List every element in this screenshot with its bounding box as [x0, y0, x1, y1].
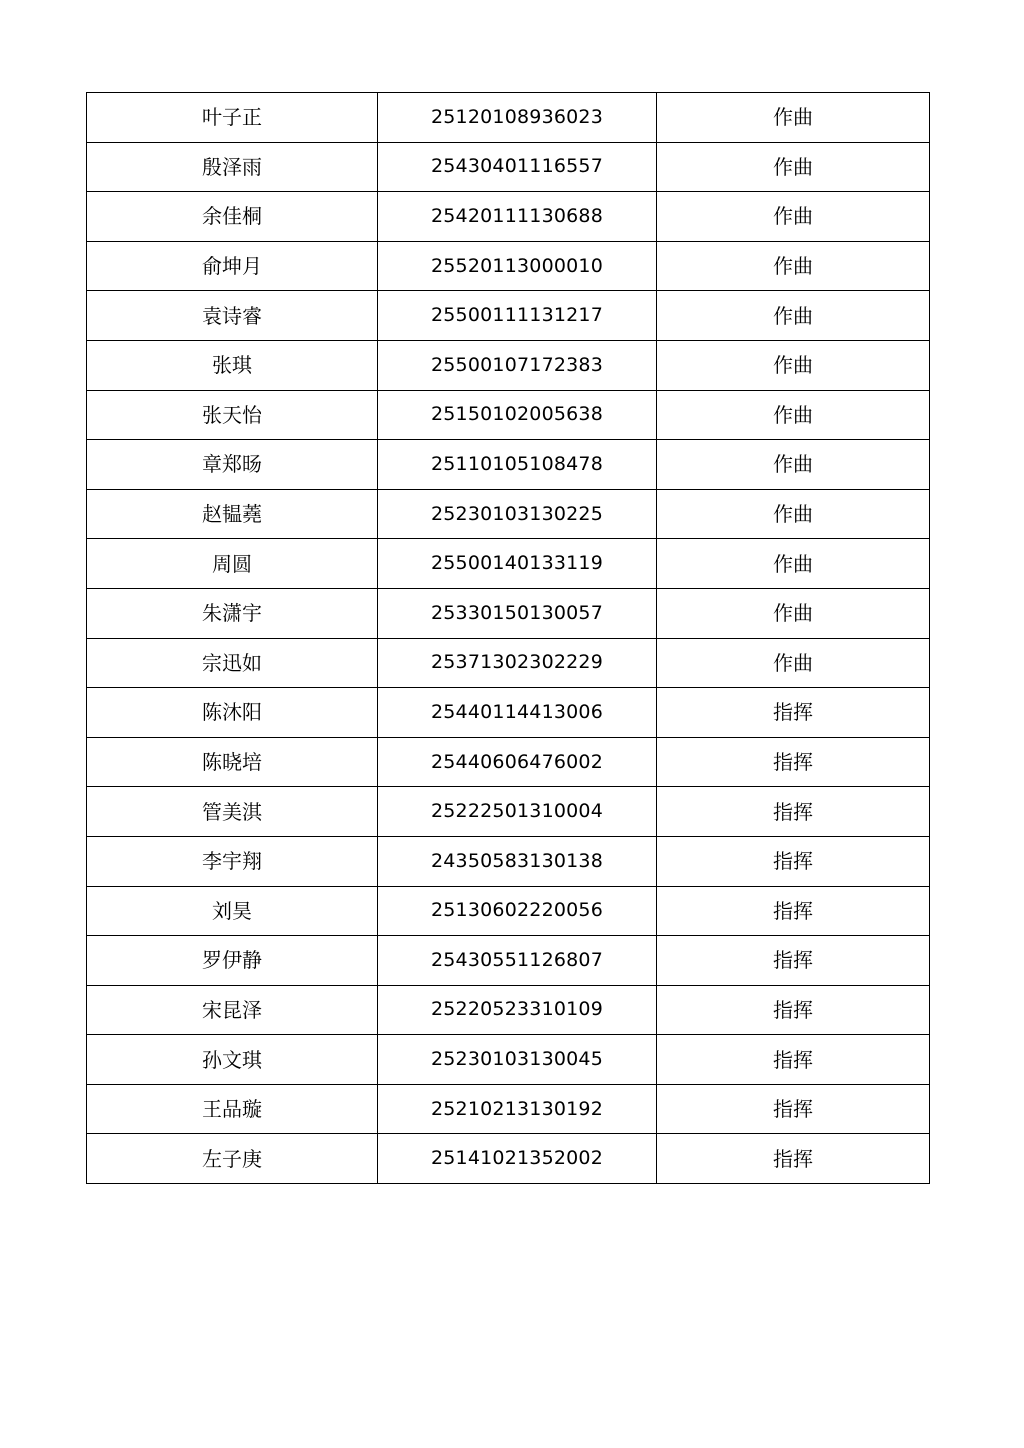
- exam-id-cell: 25500107172383: [378, 340, 657, 390]
- major-cell: 作曲: [657, 241, 930, 291]
- major-cell: 指挥: [657, 1084, 930, 1134]
- exam-id-cell: 25110105108478: [378, 440, 657, 490]
- table-row: [87, 142, 930, 192]
- exam-id-cell: 25230103130045: [378, 1035, 657, 1085]
- roster-table: [86, 92, 930, 1184]
- exam-id-cell: 25520113000010: [378, 241, 657, 291]
- table-row: [87, 1035, 930, 1085]
- table-row: [87, 737, 930, 787]
- name-cell: 管美淇: [87, 787, 378, 837]
- table-row: [87, 340, 930, 390]
- exam-id-cell: 25141021352002: [378, 1134, 657, 1184]
- major-cell: 作曲: [657, 192, 930, 242]
- exam-id-cell: 25230103130225: [378, 489, 657, 539]
- table-row: [87, 440, 930, 490]
- exam-id-cell: 25430551126807: [378, 936, 657, 986]
- table-row: [87, 291, 930, 341]
- table-row: [87, 886, 930, 936]
- table-row: [87, 93, 930, 143]
- name-cell: 孙文琪: [87, 1035, 378, 1085]
- exam-id-cell: 25330150130057: [378, 588, 657, 638]
- table-row: [87, 688, 930, 738]
- exam-id-cell: 25130602220056: [378, 886, 657, 936]
- name-cell: 章郑旸: [87, 440, 378, 490]
- exam-id-cell: 25222501310004: [378, 787, 657, 837]
- table-row: [87, 1084, 930, 1134]
- table-row: [87, 390, 930, 440]
- major-cell: 作曲: [657, 340, 930, 390]
- table-row: [87, 588, 930, 638]
- name-cell: 周圆: [87, 539, 378, 589]
- name-cell: 殷泽雨: [87, 142, 378, 192]
- major-cell: 指挥: [657, 688, 930, 738]
- major-cell: 作曲: [657, 142, 930, 192]
- table-row: [87, 638, 930, 688]
- table-row: [87, 985, 930, 1035]
- name-cell: 左子庚: [87, 1134, 378, 1184]
- name-cell: 赵韫蕘: [87, 489, 378, 539]
- major-cell: 指挥: [657, 886, 930, 936]
- exam-id-cell: 25440606476002: [378, 737, 657, 787]
- exam-id-cell: 25120108936023: [378, 93, 657, 143]
- major-cell: 作曲: [657, 93, 930, 143]
- table-row: [87, 489, 930, 539]
- major-cell: 作曲: [657, 390, 930, 440]
- major-cell: 指挥: [657, 1035, 930, 1085]
- roster-table-body: [87, 93, 930, 1184]
- exam-id-cell: 25210213130192: [378, 1084, 657, 1134]
- major-cell: 指挥: [657, 1134, 930, 1184]
- name-cell: 王品璇: [87, 1084, 378, 1134]
- major-cell: 指挥: [657, 936, 930, 986]
- exam-id-cell: 25150102005638: [378, 390, 657, 440]
- major-cell: 指挥: [657, 985, 930, 1035]
- name-cell: 余佳桐: [87, 192, 378, 242]
- major-cell: 作曲: [657, 291, 930, 341]
- exam-id-cell: 25430401116557: [378, 142, 657, 192]
- major-cell: 作曲: [657, 440, 930, 490]
- table-row: [87, 1134, 930, 1184]
- name-cell: 俞坤月: [87, 241, 378, 291]
- name-cell: 宗迅如: [87, 638, 378, 688]
- major-cell: 作曲: [657, 588, 930, 638]
- name-cell: 袁诗睿: [87, 291, 378, 341]
- name-cell: 叶子正: [87, 93, 378, 143]
- major-cell: 指挥: [657, 787, 930, 837]
- major-cell: 作曲: [657, 539, 930, 589]
- table-row: [87, 936, 930, 986]
- name-cell: 陈沐阳: [87, 688, 378, 738]
- exam-id-cell: 25440114413006: [378, 688, 657, 738]
- exam-id-cell: 24350583130138: [378, 836, 657, 886]
- table-row: [87, 192, 930, 242]
- exam-id-cell: 25420111130688: [378, 192, 657, 242]
- exam-id-cell: 25220523310109: [378, 985, 657, 1035]
- exam-id-cell: 25500111131217: [378, 291, 657, 341]
- major-cell: 指挥: [657, 737, 930, 787]
- name-cell: 陈晓培: [87, 737, 378, 787]
- major-cell: 作曲: [657, 638, 930, 688]
- major-cell: 指挥: [657, 836, 930, 886]
- exam-id-cell: 25500140133119: [378, 539, 657, 589]
- name-cell: 张天怡: [87, 390, 378, 440]
- name-cell: 宋昆泽: [87, 985, 378, 1035]
- name-cell: 罗伊静: [87, 936, 378, 986]
- table-row: [87, 787, 930, 837]
- table-row: [87, 539, 930, 589]
- name-cell: 朱潇宇: [87, 588, 378, 638]
- name-cell: 张琪: [87, 340, 378, 390]
- name-cell: 李宇翔: [87, 836, 378, 886]
- name-cell: 刘昊: [87, 886, 378, 936]
- table-row: [87, 241, 930, 291]
- major-cell: 作曲: [657, 489, 930, 539]
- exam-id-cell: 25371302302229: [378, 638, 657, 688]
- table-row: [87, 836, 930, 886]
